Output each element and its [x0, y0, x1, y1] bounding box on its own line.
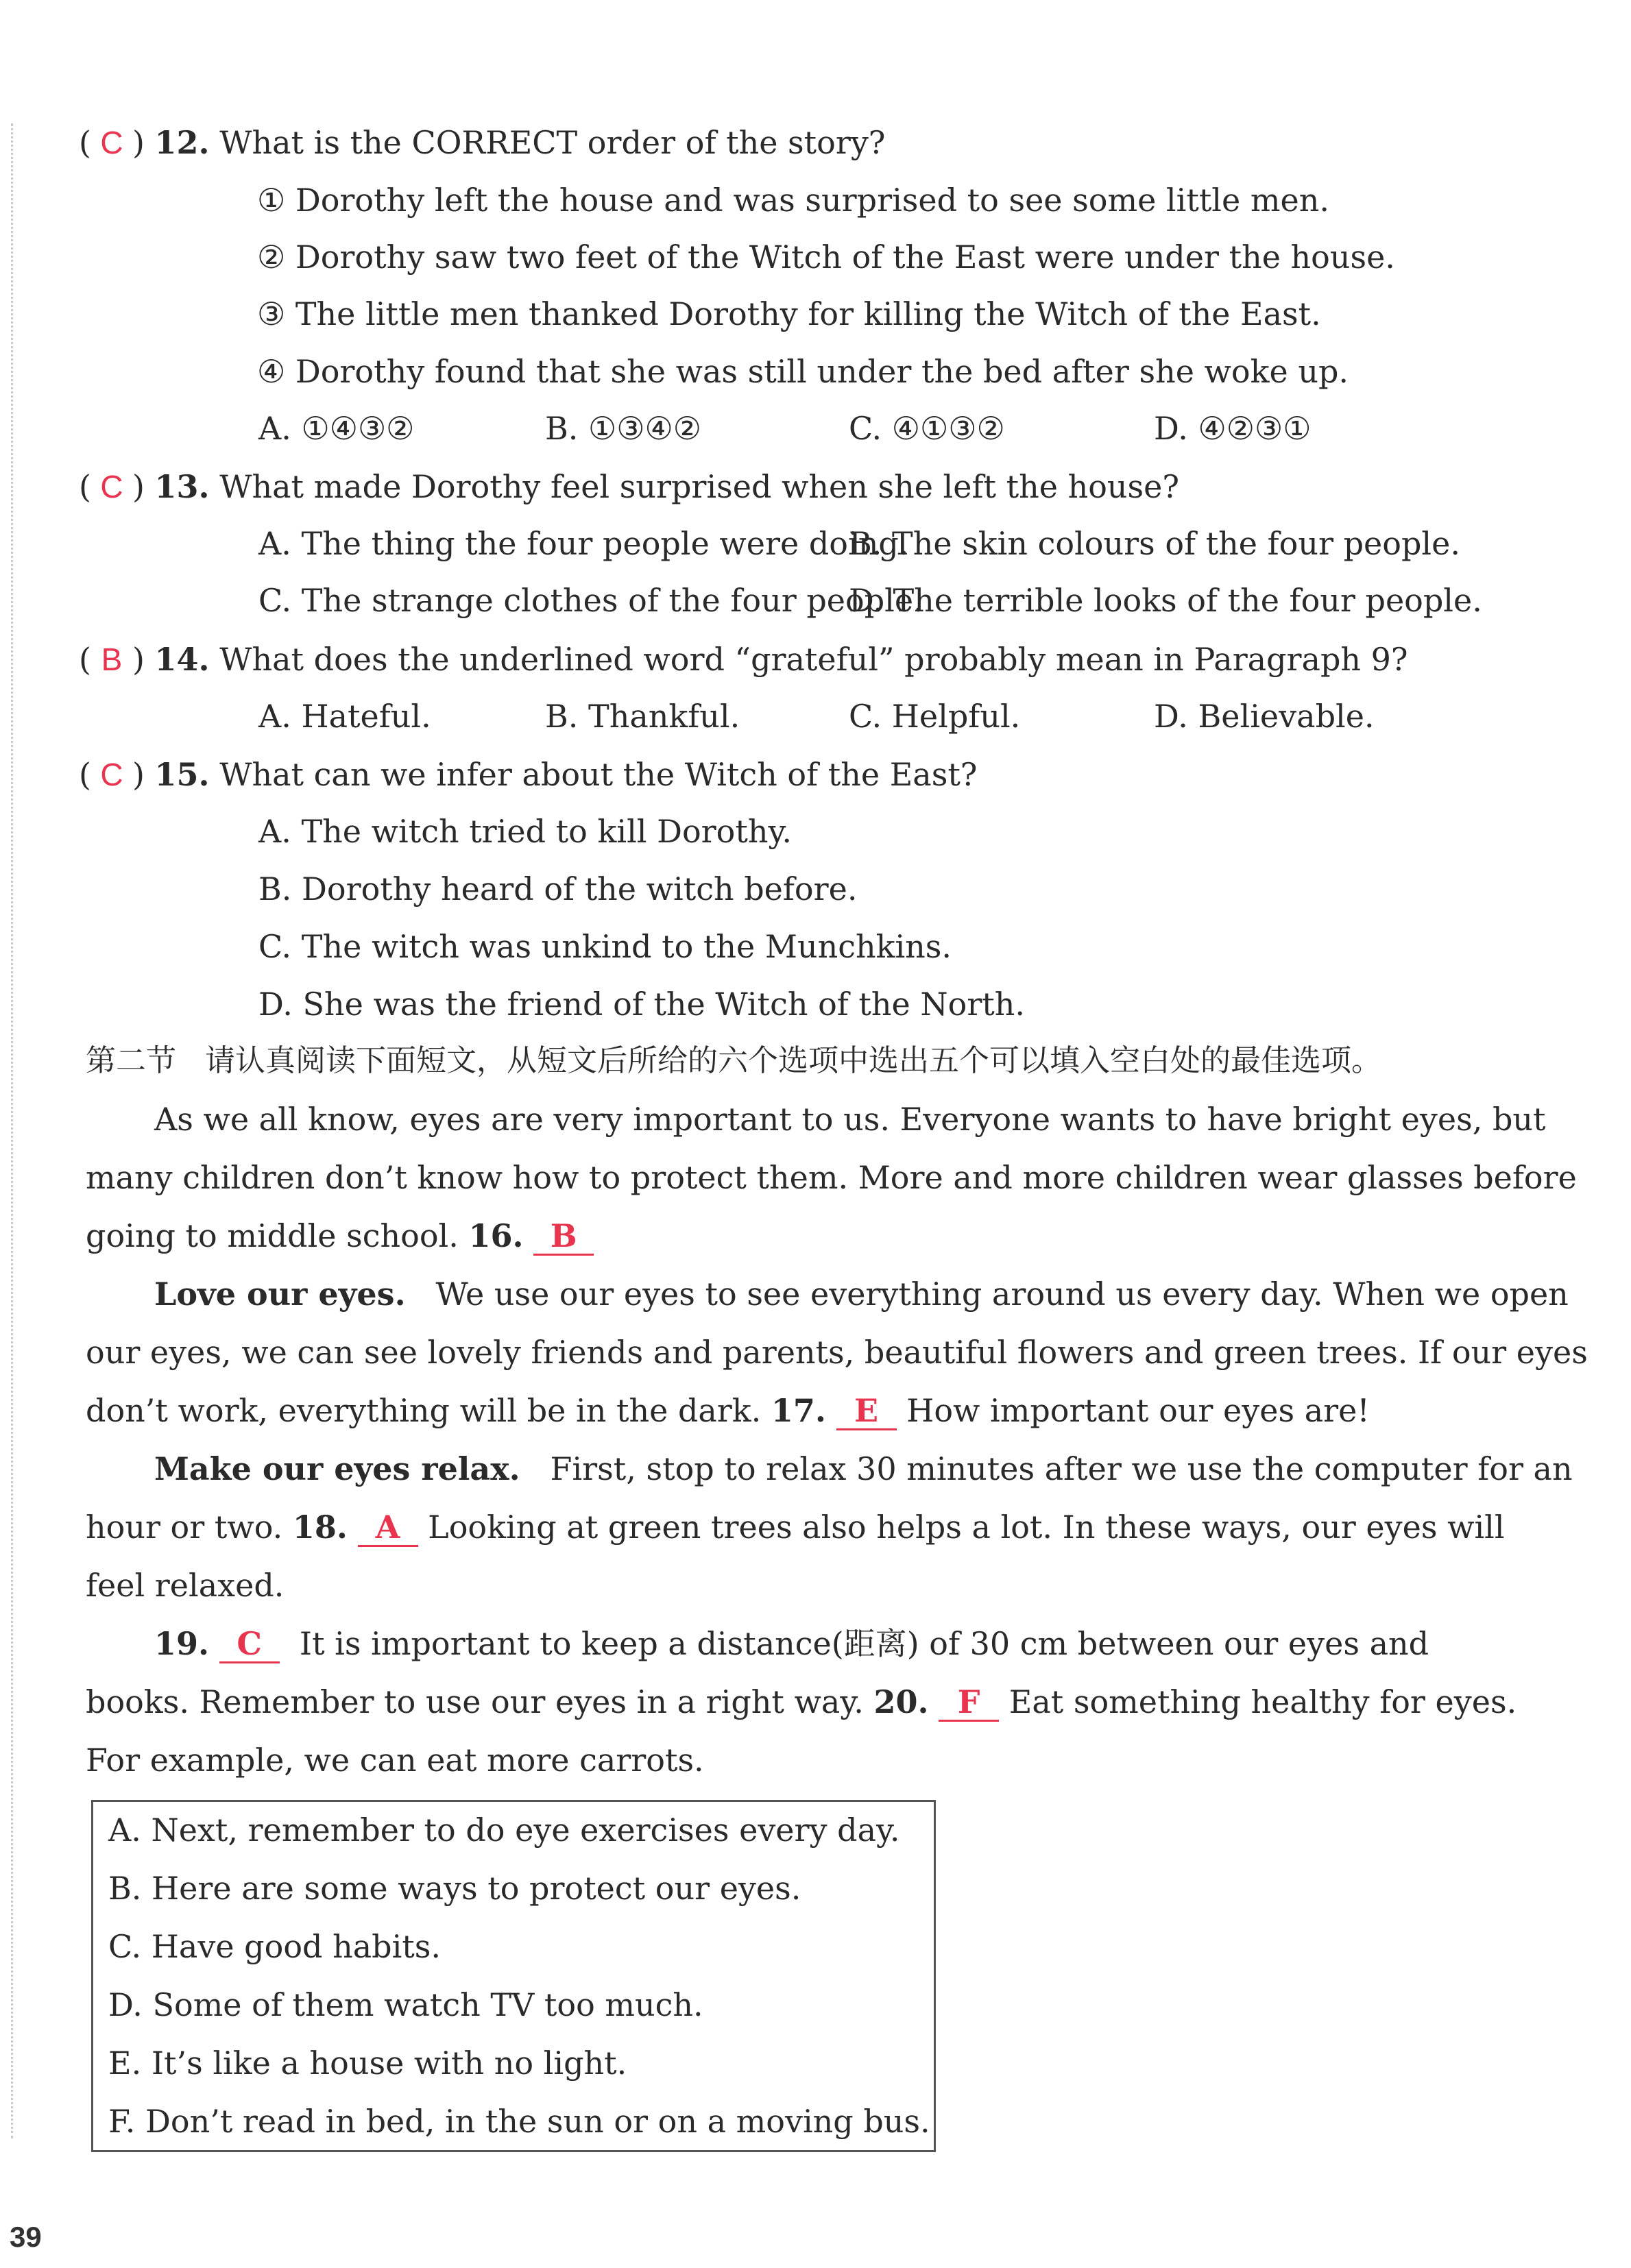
option-box-b: B. Here are some ways to protect our eyes. [108, 1870, 801, 1907]
blank-number-17: 17. [771, 1392, 826, 1429]
passage-text: going to middle school. [86, 1217, 459, 1254]
passage-p4-line2 [86, 1681, 1517, 1722]
binding-margin-line [11, 123, 13, 2138]
answer-13: C [100, 469, 123, 504]
blank-20: F [939, 1684, 999, 1722]
question-13: ( C ) 13. What made Dorothy feel surprised when she left the house? [79, 466, 1179, 507]
section-instruction: 请认真阅读下面短文，从短文后所给的六个选项中选出五个可以填入空白处的最佳选项。 [204, 1043, 1381, 1078]
subheading-love-our-eyes: Love our eyes. [154, 1276, 406, 1313]
story-event-2: ② Dorothy saw two feet of the Witch of the East were under the house. [257, 239, 1395, 276]
blank-number-16: 16. [468, 1217, 524, 1254]
passage-text: hour or two. [86, 1509, 283, 1546]
passage-p3-line3: feel relaxed. [86, 1567, 285, 1604]
passage-text: books. Remember to use our eyes in a right way. [86, 1683, 864, 1720]
option-box-f: F. Don’t read in bed, in the sun or on a moving bus. [108, 2103, 930, 2140]
question-text: What does the underlined word “grateful” probably mean in Paragraph 9? [219, 641, 1408, 678]
passage-p1-line2: many children don’t know how to protect them. More and more children wear glasses before [86, 1159, 1577, 1196]
answer-14: B [101, 642, 123, 677]
option-14-b: B. Thankful. [545, 698, 740, 735]
passage-text: We use our eyes to see everything around us every day. When we open [435, 1276, 1569, 1313]
option-box-e: E. It’s like a house with no light. [108, 2045, 627, 2082]
option-13-d: D. The terrible looks of the four people. [849, 582, 1482, 619]
story-event-4: ④ Dorothy found that she was still under the bed after she woke up. [257, 353, 1349, 390]
option-14-d: D. Believable. [1154, 698, 1375, 735]
subheading-make-eyes-relax: Make our eyes relax. [154, 1450, 520, 1487]
passage-text: How important our eyes are! [906, 1392, 1370, 1429]
answer-12: C [100, 125, 123, 160]
passage-text: don’t work, everything will be in the dark. [86, 1392, 762, 1429]
passage-text: First, stop to relax 30 minutes after we use the computer for an [550, 1450, 1573, 1487]
passage-text: Eat something healthy for eyes. [1008, 1683, 1517, 1720]
question-number: 15. [154, 756, 210, 793]
blank-number-19: 19. [154, 1625, 210, 1662]
passage-p3-line1 [154, 1448, 1573, 1489]
blank-number-20: 20. [873, 1683, 929, 1720]
passage-p4-line1 [154, 1623, 1429, 1664]
section-label: 第二节 [86, 1043, 176, 1078]
option-13-b: B. The skin colours of the four people. [849, 525, 1460, 562]
option-box [91, 1800, 936, 2152]
option-12-c: C. ④①③② [849, 410, 1005, 447]
passage-p2-line2: our eyes, we can see lovely friends and parents, beautiful flowers and green trees. If our eyes [86, 1334, 1588, 1371]
option-box-a: A. Next, remember to do eye exercises every day. [108, 1812, 900, 1849]
option-12-b: B. ①③④② [545, 410, 702, 447]
passage-text: It is important to keep a distance(距离) of 30 cm between our eyes and [299, 1625, 1429, 1662]
option-14-a: A. Hateful. [258, 698, 431, 735]
passage-p4-line3: For example, we can eat more carrots. [86, 1742, 704, 1779]
question-14: ( B ) 14. What does the underlined word “grateful” probably mean in Paragraph 9? [79, 639, 1408, 680]
blank-17: E [836, 1393, 897, 1430]
question-text: What can we infer about the Witch of the East? [219, 756, 978, 793]
story-event-1: ① Dorothy left the house and was surprised to see some little men. [257, 182, 1329, 219]
option-box-d: D. Some of them watch TV too much. [108, 1986, 703, 2023]
question-number: 14. [154, 641, 210, 678]
passage-p2-line3 [86, 1390, 1370, 1431]
question-text: What is the CORRECT order of the story? [219, 124, 886, 161]
option-15-b: B. Dorothy heard of the witch before. [258, 870, 858, 907]
question-number: 13. [154, 468, 210, 505]
option-13-a: A. The thing the four people were doing. [258, 525, 909, 562]
option-14-c: C. Helpful. [849, 698, 1021, 735]
passage-text: Looking at green trees also helps a lot. In these ways, our eyes will [428, 1509, 1505, 1546]
blank-16: B [533, 1218, 594, 1256]
passage-p1-line3 [86, 1215, 594, 1256]
blank-number-18: 18. [292, 1509, 348, 1546]
page-number: 39 [10, 2221, 42, 2253]
question-number: 12. [154, 124, 210, 161]
option-15-a: A. The witch tried to kill Dorothy. [258, 813, 792, 850]
option-12-a: A. ①④③② [258, 410, 415, 447]
question-15: ( C ) 15. What can we infer about the Witch of the East? [79, 754, 977, 795]
question-text: What made Dorothy feel surprised when she left the house? [219, 468, 1180, 505]
question-12: ( C ) 12. What is the CORRECT order of the story? [79, 122, 885, 163]
answer-15: C [100, 757, 123, 792]
section-2-heading [86, 1040, 1381, 1082]
passage-p1-line1: As we all know, eyes are very important to us. Everyone wants to have bright eyes, but [154, 1101, 1546, 1138]
story-event-3: ③ The little men thanked Dorothy for killing the Witch of the East. [257, 295, 1321, 332]
option-13-c: C. The strange clothes of the four people. [258, 582, 923, 619]
option-box-c: C. Have good habits. [108, 1928, 441, 1965]
option-15-d: D. She was the friend of the Witch of the North. [258, 986, 1026, 1023]
passage-p2-line1 [154, 1273, 1569, 1315]
option-12-d: D. ④②③① [1154, 410, 1312, 447]
passage-p3-line2 [86, 1507, 1505, 1548]
blank-19: C [219, 1626, 280, 1663]
blank-18: A [358, 1509, 418, 1547]
option-15-c: C. The witch was unkind to the Munchkins. [258, 928, 952, 965]
